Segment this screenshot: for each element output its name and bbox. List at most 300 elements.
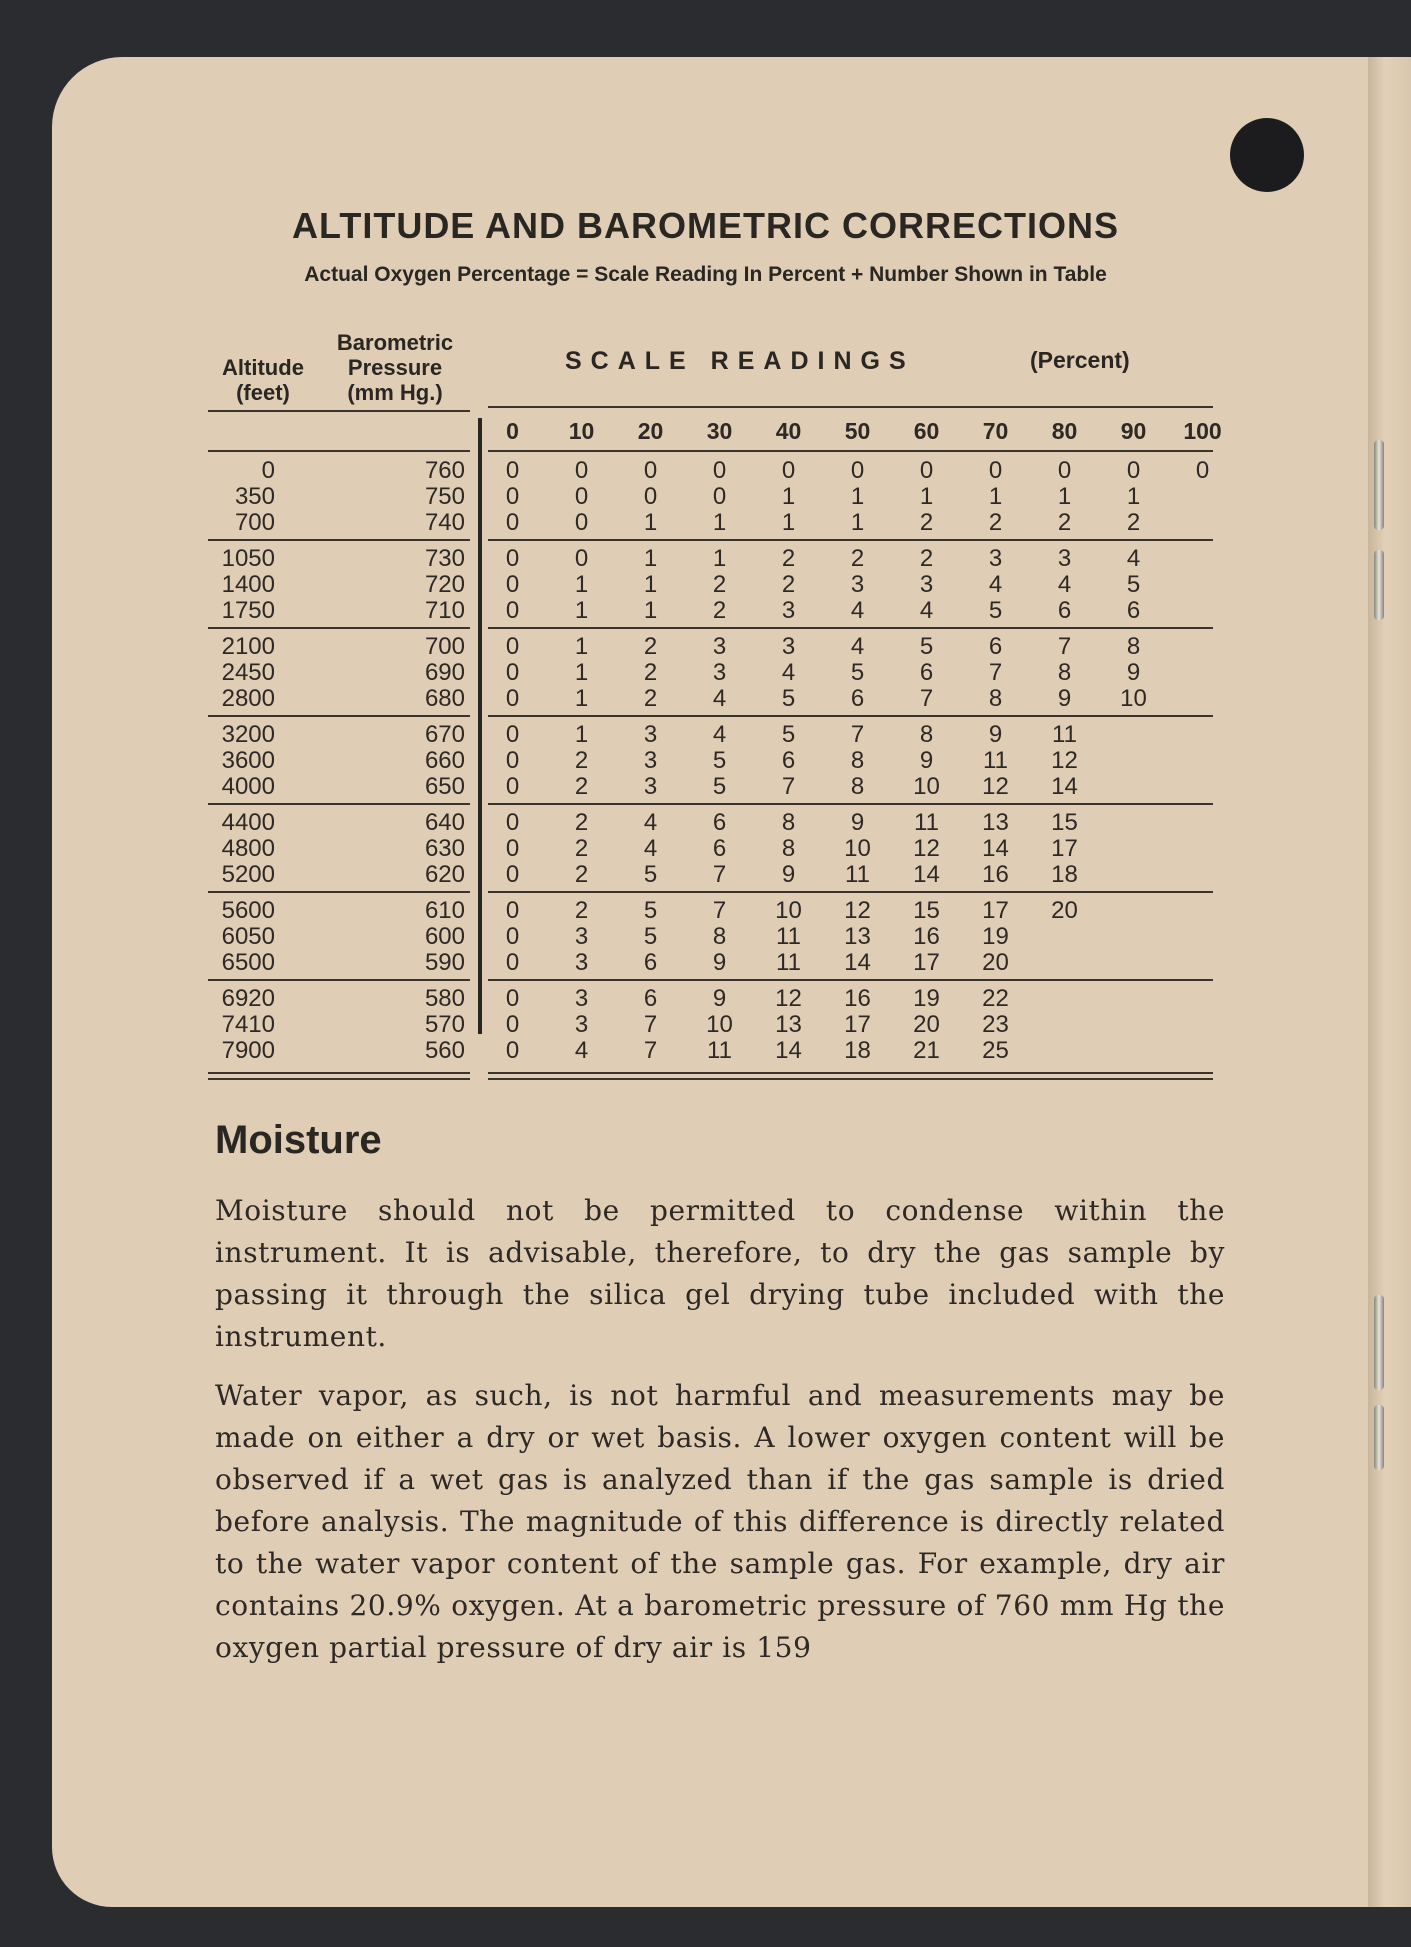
divider: [208, 539, 470, 541]
correction-cell: 1: [919, 483, 934, 510]
correction-cell: 0: [505, 949, 520, 976]
correction-cell: [1168, 800, 1237, 836]
altitude-cell: 7410: [221, 1011, 275, 1038]
correction-cell: 17: [844, 1011, 871, 1038]
correction-cell: [1168, 660, 1237, 686]
correction-cell: 0: [712, 483, 727, 510]
correction-cell: 5: [781, 721, 796, 748]
correction-cell: 0: [574, 509, 589, 536]
correction-cell: 3: [919, 571, 934, 598]
table-row: [205, 624, 1237, 660]
correction-cell: 2: [781, 545, 796, 572]
table-row: [205, 448, 1237, 484]
correction-cell: 11: [1052, 721, 1077, 748]
correction-cell: 23: [982, 1011, 1009, 1038]
correction-cell: 7: [781, 773, 796, 800]
correction-cell: 2: [643, 685, 658, 712]
correction-cell: 3: [574, 923, 589, 950]
correction-cell: 0: [988, 457, 1003, 484]
divider: [488, 715, 1213, 717]
correction-cell: 4: [574, 1037, 589, 1064]
correction-cell: 6: [1057, 597, 1072, 624]
correction-cell: 21: [913, 1037, 940, 1064]
correction-cell: 20: [1051, 897, 1078, 924]
correction-cell: 14: [844, 949, 871, 976]
pressure-cell: 580: [424, 985, 465, 1012]
correction-cell: [1099, 836, 1168, 862]
correction-cell: [1168, 598, 1237, 624]
scale-column-header: 50: [844, 418, 871, 444]
table-row: [205, 510, 1237, 536]
scale-column-header: 0: [506, 418, 519, 444]
correction-cell: 2: [919, 545, 934, 572]
header-spacer: [275, 408, 473, 448]
correction-cell: 0: [505, 923, 520, 950]
altitude-cell: 700: [234, 509, 275, 536]
table-row: [205, 862, 1237, 888]
correction-cell: 2: [574, 809, 589, 836]
correction-cell: 5: [643, 923, 658, 950]
correction-cell: [1099, 950, 1168, 976]
correction-cell: 8: [919, 721, 934, 748]
correction-cell: 6: [850, 685, 865, 712]
correction-cell: 6: [712, 809, 727, 836]
table-row: [205, 836, 1237, 862]
correction-cell: 7: [643, 1037, 658, 1064]
scale-column-header: 70: [982, 418, 1009, 444]
correction-cell: 0: [505, 597, 520, 624]
punch-hole: [1230, 118, 1304, 192]
correction-cell: 10: [913, 773, 940, 800]
correction-cell: 2: [919, 509, 934, 536]
correction-cell: 20: [913, 1011, 940, 1038]
correction-cell: 0: [712, 457, 727, 484]
correction-cell: 9: [850, 809, 865, 836]
divider: [488, 891, 1213, 893]
correction-cell: 25: [982, 1037, 1009, 1064]
correction-cell: [1030, 976, 1099, 1012]
scale-column-header: 30: [706, 418, 733, 444]
correction-cell: 0: [850, 457, 865, 484]
correction-cell: [1168, 924, 1237, 950]
scale-column-header: 40: [775, 418, 802, 444]
correction-cell: 1: [574, 659, 589, 686]
correction-cell: 7: [712, 861, 727, 888]
scale-column-header: 80: [1051, 418, 1078, 444]
correction-cell: 8: [781, 835, 796, 862]
correction-cell: 19: [913, 985, 940, 1012]
correction-cell: [1168, 836, 1237, 862]
table-row: [205, 536, 1237, 572]
corrections-table: [205, 408, 1237, 1064]
correction-cell: 0: [505, 897, 520, 924]
correction-cell: 0: [505, 545, 520, 572]
correction-cell: 3: [1057, 545, 1072, 572]
correction-cell: 2: [850, 545, 865, 572]
scale-column-header: 10: [568, 418, 595, 444]
correction-cell: 11: [707, 1037, 732, 1064]
correction-cell: 1: [574, 633, 589, 660]
altitude-cell: 4400: [221, 809, 275, 836]
pressure-cell: 720: [424, 571, 465, 598]
correction-cell: 8: [850, 773, 865, 800]
correction-cell: 4: [1126, 545, 1141, 572]
correction-cell: 1: [712, 509, 727, 536]
correction-cell: 0: [505, 509, 520, 536]
correction-cell: 1: [850, 483, 865, 510]
correction-cell: 14: [1051, 773, 1078, 800]
pressure-cell: 670: [424, 721, 465, 748]
correction-cell: 1: [1057, 483, 1072, 510]
correction-cell: [1168, 510, 1237, 536]
correction-cell: 1: [643, 545, 658, 572]
correction-cell: 1: [781, 509, 796, 536]
altitude-cell: 1400: [221, 571, 275, 598]
divider: [208, 450, 470, 452]
correction-cell: 5: [712, 773, 727, 800]
correction-cell: 1: [574, 685, 589, 712]
correction-cell: 19: [982, 923, 1009, 950]
correction-cell: [1099, 1012, 1168, 1038]
correction-cell: [1168, 624, 1237, 660]
correction-cell: [1030, 1012, 1099, 1038]
correction-cell: 1: [574, 571, 589, 598]
scale-column-header: 60: [913, 418, 940, 444]
correction-cell: 10: [844, 835, 871, 862]
correction-cell: 0: [505, 483, 520, 510]
correction-cell: 12: [982, 773, 1009, 800]
correction-cell: 17: [913, 949, 940, 976]
correction-cell: 4: [850, 597, 865, 624]
correction-cell: 1: [643, 597, 658, 624]
page-title: ALTITUDE AND BAROMETRIC CORRECTIONS: [292, 205, 1119, 246]
correction-cell: 5: [919, 633, 934, 660]
pressure-cell: 700: [424, 633, 465, 660]
correction-cell: [1099, 712, 1168, 748]
pressure-cell: 620: [424, 861, 465, 888]
correction-cell: 12: [844, 897, 871, 924]
scale-columns-row: [205, 408, 1237, 448]
correction-cell: 0: [505, 721, 520, 748]
correction-cell: [1099, 862, 1168, 888]
correction-cell: 15: [913, 897, 940, 924]
correction-cell: 0: [505, 1011, 520, 1038]
altitude-cell: 1050: [221, 545, 275, 572]
altitude-header: [208, 355, 318, 405]
table-row: [205, 774, 1237, 800]
correction-cell: 8: [781, 809, 796, 836]
correction-cell: 0: [1057, 457, 1072, 484]
pressure-cell: 680: [424, 685, 465, 712]
pressure-header-line: Pressure: [347, 355, 443, 380]
correction-cell: 1: [712, 545, 727, 572]
correction-cell: 22: [982, 985, 1009, 1012]
correction-cell: 8: [1126, 633, 1141, 660]
correction-cell: [1030, 924, 1099, 950]
correction-cell: 18: [1051, 861, 1078, 888]
correction-cell: 3: [574, 949, 589, 976]
correction-cell: 5: [850, 659, 865, 686]
correction-cell: 2: [1126, 509, 1141, 536]
correction-cell: 3: [643, 721, 658, 748]
table-row: [205, 598, 1237, 624]
divider: [208, 627, 470, 629]
altitude-cell: 2100: [221, 633, 275, 660]
pressure-cell: 570: [424, 1011, 465, 1038]
pressure-header-unit: (mm Hg.): [347, 380, 443, 405]
correction-cell: 5: [712, 747, 727, 774]
correction-cell: 13: [844, 923, 871, 950]
correction-cell: 1: [850, 509, 865, 536]
divider: [488, 627, 1213, 629]
altitude-cell: 5600: [221, 897, 275, 924]
moisture-paragraph: Water vapor, as such, is not harmful and measurements may be made on either a dry or wet basis. A lower oxygen content will be observed if a wet gas is analyzed than if the gas sample is dried before analysis. The magnitude of this difference is directly related to the water vapor content of the sample gas. For example, dry air contains 20.9% oxygen. At a barometric pressure of 760 mm Hg the oxygen partial pressure of dry air is 159: [215, 1379, 1225, 1664]
correction-cell: [1099, 976, 1168, 1012]
pressure-header: [325, 330, 465, 405]
pressure-cell: 710: [424, 597, 465, 624]
correction-cell: [1168, 862, 1237, 888]
correction-cell: [1099, 748, 1168, 774]
moisture-paragraph: Moisture should not be permitted to condense within the instrument. It is advisable, therefore, to dry the gas sample by passing it through the silica gel drying tube included with the instrument.: [215, 1194, 1225, 1353]
correction-cell: 11: [983, 747, 1008, 774]
scale-column-header: 100: [1183, 418, 1222, 444]
correction-cell: 12: [775, 985, 802, 1012]
correction-cell: 6: [1126, 597, 1141, 624]
correction-cell: 4: [919, 597, 934, 624]
correction-cell: 6: [781, 747, 796, 774]
correction-cell: 12: [913, 835, 940, 862]
divider: [488, 803, 1213, 805]
altitude-cell: 6050: [221, 923, 275, 950]
table-row: [205, 572, 1237, 598]
table-row: [205, 1038, 1237, 1064]
correction-cell: [1168, 572, 1237, 598]
correction-cell: 2: [781, 571, 796, 598]
correction-cell: 5: [1126, 571, 1141, 598]
divider: [208, 715, 470, 717]
moisture-heading: Moisture: [215, 1118, 382, 1162]
altitude-cell: 7900: [221, 1037, 275, 1064]
formula-subtitle: Actual Oxygen Percentage = Scale Reading In Percent + Number Shown in Table: [304, 263, 1107, 286]
correction-cell: 0: [505, 659, 520, 686]
correction-cell: 6: [919, 659, 934, 686]
header-spacer: [205, 408, 275, 448]
pressure-cell: 690: [424, 659, 465, 686]
correction-cell: 1: [643, 509, 658, 536]
table-row: [205, 1012, 1237, 1038]
correction-cell: [1168, 484, 1237, 510]
correction-cell: 0: [505, 985, 520, 1012]
correction-cell: [1099, 888, 1168, 924]
correction-cell: 2: [574, 747, 589, 774]
altitude-header-line: Altitude: [222, 355, 304, 380]
altitude-cell: 2800: [221, 685, 275, 712]
correction-cell: 7: [712, 897, 727, 924]
table-row: [205, 800, 1237, 836]
correction-cell: [1168, 748, 1237, 774]
pressure-cell: 740: [424, 509, 465, 536]
pressure-cell: 600: [424, 923, 465, 950]
correction-cell: [1168, 1038, 1237, 1064]
correction-cell: 13: [775, 1011, 802, 1038]
divider: [208, 803, 470, 805]
correction-cell: 7: [1057, 633, 1072, 660]
correction-cell: 4: [988, 571, 1003, 598]
correction-cell: 16: [913, 923, 940, 950]
table-row: [205, 484, 1237, 510]
correction-cell: 2: [574, 897, 589, 924]
divider: [488, 450, 1213, 452]
correction-cell: 7: [643, 1011, 658, 1038]
correction-cell: [1099, 800, 1168, 836]
correction-cell: 2: [643, 659, 658, 686]
correction-cell: 3: [850, 571, 865, 598]
correction-cell: [1168, 712, 1237, 748]
pressure-cell: 560: [424, 1037, 465, 1064]
correction-cell: 0: [505, 773, 520, 800]
altitude-cell: 0: [261, 457, 275, 484]
correction-cell: 12: [1051, 747, 1078, 774]
correction-cell: 3: [712, 659, 727, 686]
scale-readings-header: SCALE READINGS: [565, 347, 915, 375]
altitude-header-unit: (feet): [236, 380, 290, 405]
correction-cell: 1: [574, 721, 589, 748]
correction-cell: 0: [505, 685, 520, 712]
correction-cell: 2: [712, 571, 727, 598]
table-row: [205, 748, 1237, 774]
scale-unit: (Percent): [1030, 347, 1130, 373]
correction-cell: 6: [643, 949, 658, 976]
correction-cell: 3: [988, 545, 1003, 572]
correction-cell: [1030, 950, 1099, 976]
altitude-cell: 5200: [221, 861, 275, 888]
divider: [208, 979, 470, 981]
altitude-cell: 6920: [221, 985, 275, 1012]
staple-icon: [1374, 550, 1384, 620]
correction-cell: 3: [781, 597, 796, 624]
correction-cell: 0: [781, 457, 796, 484]
divider: [208, 891, 470, 893]
correction-cell: 5: [988, 597, 1003, 624]
correction-cell: 9: [919, 747, 934, 774]
divider: [488, 1078, 1213, 1080]
correction-cell: 4: [643, 835, 658, 862]
scale-column-header: 20: [637, 418, 664, 444]
table-row: [205, 888, 1237, 924]
table-row: [205, 712, 1237, 748]
table-row: [205, 660, 1237, 686]
correction-cell: 10: [1120, 685, 1147, 712]
correction-cell: [1099, 774, 1168, 800]
correction-cell: 9: [712, 985, 727, 1012]
correction-cell: 0: [643, 457, 658, 484]
correction-cell: 1: [1126, 483, 1141, 510]
correction-cell: 4: [712, 685, 727, 712]
correction-cell: 2: [988, 509, 1003, 536]
correction-cell: 3: [574, 985, 589, 1012]
correction-cell: 14: [913, 861, 940, 888]
correction-cell: 20: [982, 949, 1009, 976]
divider: [488, 1072, 1213, 1074]
correction-cell: 5: [643, 897, 658, 924]
correction-cell: [1168, 950, 1237, 976]
pressure-cell: 750: [424, 483, 465, 510]
correction-cell: 0: [505, 809, 520, 836]
pressure-cell: 640: [424, 809, 465, 836]
correction-cell: 18: [844, 1037, 871, 1064]
altitude-cell: 2450: [221, 659, 275, 686]
correction-cell: 8: [850, 747, 865, 774]
correction-cell: 13: [982, 809, 1009, 836]
correction-cell: 15: [1051, 809, 1078, 836]
correction-cell: 0: [505, 1037, 520, 1064]
correction-cell: 0: [505, 457, 520, 484]
correction-cell: 9: [1057, 685, 1072, 712]
correction-cell: 2: [574, 861, 589, 888]
correction-cell: 8: [1057, 659, 1072, 686]
correction-cell: [1168, 976, 1237, 1012]
correction-cell: [1168, 686, 1237, 712]
correction-cell: 4: [1057, 571, 1072, 598]
correction-cell: 17: [1051, 835, 1078, 862]
correction-cell: 9: [712, 949, 727, 976]
staple-icon: [1374, 1405, 1384, 1470]
divider: [488, 979, 1213, 981]
correction-cell: 9: [988, 721, 1003, 748]
correction-cell: 3: [574, 1011, 589, 1038]
correction-cell: 3: [643, 773, 658, 800]
correction-cell: [1168, 888, 1237, 924]
correction-cell: 0: [643, 483, 658, 510]
correction-cell: 0: [919, 457, 934, 484]
pressure-cell: 760: [424, 457, 465, 484]
pressure-header-line: Barometric: [336, 330, 454, 355]
correction-cell: 2: [574, 835, 589, 862]
correction-cell: 14: [982, 835, 1009, 862]
correction-cell: 0: [505, 861, 520, 888]
divider: [208, 1072, 470, 1074]
correction-cell: 0: [505, 633, 520, 660]
pressure-cell: 630: [424, 835, 465, 862]
correction-cell: 3: [712, 633, 727, 660]
correction-cell: [1030, 1038, 1099, 1064]
table-row: [205, 950, 1237, 976]
altitude-cell: 4000: [221, 773, 275, 800]
staple-icon: [1374, 440, 1384, 530]
correction-cell: 4: [712, 721, 727, 748]
altitude-cell: 3200: [221, 721, 275, 748]
correction-cell: 8: [712, 923, 727, 950]
correction-cell: 0: [574, 545, 589, 572]
correction-cell: 7: [850, 721, 865, 748]
correction-cell: 10: [706, 1011, 733, 1038]
correction-cell: 0: [574, 483, 589, 510]
correction-cell: 6: [643, 985, 658, 1012]
correction-cell: 11: [914, 809, 939, 836]
correction-cell: 0: [505, 835, 520, 862]
correction-cell: 4: [850, 633, 865, 660]
correction-cell: 5: [781, 685, 796, 712]
correction-cell: 6: [712, 835, 727, 862]
correction-cell: 9: [781, 861, 796, 888]
correction-cell: [1168, 536, 1237, 572]
correction-cell: 4: [643, 809, 658, 836]
correction-cell: [1099, 924, 1168, 950]
correction-cell: 2: [574, 773, 589, 800]
table-row: [205, 976, 1237, 1012]
correction-cell: 3: [643, 747, 658, 774]
altitude-cell: 6500: [221, 949, 275, 976]
